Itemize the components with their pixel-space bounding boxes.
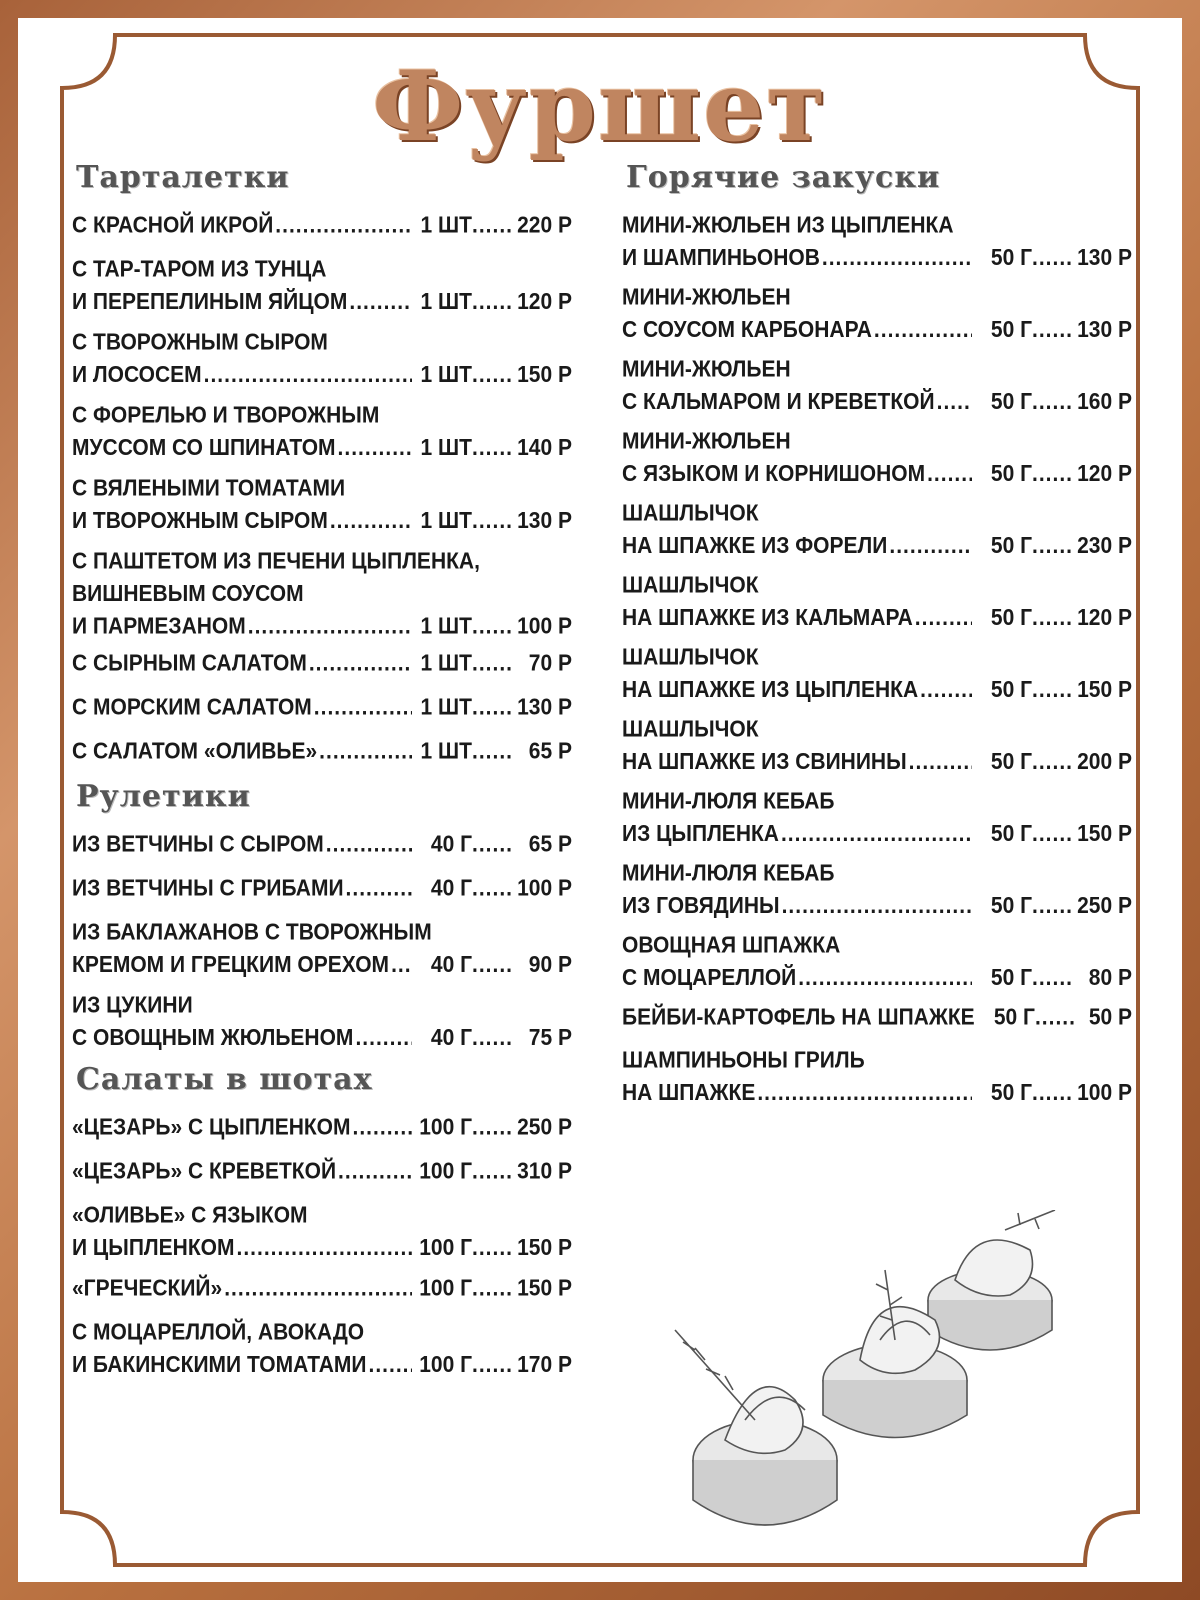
item-price: 150 Р xyxy=(1077,820,1132,847)
dot-leader xyxy=(920,673,972,705)
item-portion: 50 Г xyxy=(990,964,1032,991)
item-name: МИНИ-ЛЮЛЯ КЕБАБ xyxy=(622,860,835,887)
menu-item xyxy=(72,1316,572,1381)
dot-leader xyxy=(314,691,412,723)
item-portion: 1 ШТ xyxy=(420,434,472,461)
item-row xyxy=(72,1021,572,1053)
item-name: С СОУСОМ КАРБОНАРА xyxy=(622,316,872,343)
item-row xyxy=(72,1272,572,1304)
item-name: ВИШНЕВЫМ СОУСОМ xyxy=(72,580,304,607)
dot-leader xyxy=(472,1021,512,1053)
item-portion: 100 Г xyxy=(419,1158,472,1185)
item-name: «ГРЕЧЕСКИЙ» xyxy=(72,1275,223,1302)
dot-leader xyxy=(338,1155,412,1187)
dot-leader xyxy=(472,358,512,390)
item-portion: 40 Г xyxy=(430,951,472,978)
dot-leader xyxy=(757,1076,972,1108)
menu-item xyxy=(72,1272,572,1304)
item-row xyxy=(622,889,1132,921)
item-price: 150 Р xyxy=(517,1275,572,1302)
item-name: С ТАР-ТАРОМ ИЗ ТУНЦА xyxy=(72,256,327,283)
item-name: И ТВОРОЖНЫМ СЫРОМ xyxy=(72,507,328,534)
menu-section xyxy=(72,160,572,764)
dot-leader xyxy=(326,828,412,860)
dot-leader xyxy=(248,610,412,642)
item-price: 70 Р xyxy=(528,650,572,677)
item-name: МИНИ-ЖЮЛЬЕН ИЗ ЦЫПЛЕНКА xyxy=(622,212,954,239)
menu-item xyxy=(622,209,1132,274)
menu-item xyxy=(622,713,1132,778)
section-title: Салаты в шотах xyxy=(76,1062,373,1097)
item-name: С ВЯЛЕНЫМИ ТОМАТАМИ xyxy=(72,475,346,502)
item-price: 250 Р xyxy=(1077,892,1132,919)
dot-leader xyxy=(309,647,412,679)
item-row xyxy=(72,828,572,860)
item-name: И ШАМПИНЬОНОВ xyxy=(622,244,820,271)
menu-item xyxy=(72,916,572,981)
dot-leader xyxy=(224,1272,412,1304)
dot-leader xyxy=(1032,961,1072,993)
item-price: 220 Р xyxy=(517,212,572,239)
item-portion: 50 Г xyxy=(990,676,1032,703)
item-row xyxy=(622,1001,1132,1033)
section-title: Тарталетки xyxy=(76,160,290,195)
item-name: С ФОРЕЛЬЮ И ТВОРОЖНЫМ xyxy=(72,402,380,429)
item-name: МИНИ-ЖЮЛЬЕН xyxy=(622,284,791,311)
item-price: 150 Р xyxy=(517,361,572,388)
menu-item xyxy=(72,399,572,464)
menu-section xyxy=(72,1062,572,1378)
item-price: 120 Р xyxy=(517,288,572,315)
dot-leader xyxy=(1035,1001,1074,1033)
item-price: 250 Р xyxy=(517,1114,572,1141)
item-price: 65 Р xyxy=(528,831,572,858)
item-row xyxy=(72,285,572,317)
item-row xyxy=(72,431,572,463)
item-name: С ОВОЩНЫМ ЖЮЛЬЕНОМ xyxy=(72,1024,354,1051)
menu-item xyxy=(622,785,1132,850)
item-price: 100 Р xyxy=(517,875,572,902)
dot-leader xyxy=(909,745,972,777)
item-price: 120 Р xyxy=(1077,604,1132,631)
item-row xyxy=(72,610,572,642)
item-portion: 50 Г xyxy=(993,1004,1035,1031)
dot-leader xyxy=(349,285,412,317)
item-price: 80 Р xyxy=(1088,964,1132,991)
item-portion: 1 ШТ xyxy=(420,738,472,765)
item-portion: 50 Г xyxy=(990,460,1032,487)
item-name: «ОЛИВЬЕ» С ЯЗЫКОМ xyxy=(72,1202,308,1229)
dot-leader xyxy=(204,358,412,390)
item-name: ИЗ ВЕТЧИНЫ С ГРИБАМИ xyxy=(72,875,344,902)
item-name: КРЕМОМ И ГРЕЦКИМ ОРЕХОМ xyxy=(72,951,390,978)
menu-item xyxy=(72,209,572,241)
item-name: МИНИ-ЖЮЛЬЕН xyxy=(622,428,791,455)
dot-leader xyxy=(927,457,972,489)
item-price: 130 Р xyxy=(1077,244,1132,271)
item-name: ШАШЛЫЧОК xyxy=(622,716,759,743)
dot-leader xyxy=(1032,529,1072,561)
item-row xyxy=(72,1111,572,1143)
dot-leader xyxy=(368,1348,412,1380)
menu-item xyxy=(72,326,572,391)
dot-leader xyxy=(822,241,972,273)
menu-item xyxy=(622,425,1132,490)
menu-item xyxy=(622,281,1132,346)
item-name: «ЦЕЗАРЬ» С КРЕВЕТКОЙ xyxy=(72,1158,337,1185)
menu-item xyxy=(622,929,1132,994)
dot-leader xyxy=(937,385,972,417)
item-name: С МОЦАРЕЛЛОЙ xyxy=(622,964,797,991)
item-name: С ПАШТЕТОМ ИЗ ПЕЧЕНИ ЦЫПЛЕНКА, xyxy=(72,548,480,575)
item-row xyxy=(622,817,1132,849)
item-name: БЕЙБИ-КАРТОФЕЛЬ НА ШПАЖКЕ xyxy=(622,1004,975,1031)
dot-leader xyxy=(798,961,972,993)
item-name: И ПАРМЕЗАНОМ xyxy=(72,613,246,640)
item-name: С САЛАТОМ «ОЛИВЬЕ» xyxy=(72,738,318,765)
item-portion: 50 Г xyxy=(990,316,1032,343)
dot-leader xyxy=(338,431,412,463)
dot-leader xyxy=(472,209,512,241)
dot-leader xyxy=(330,504,412,536)
dot-leader xyxy=(472,948,512,980)
item-name: С ЯЗЫКОМ И КОРНИШОНОМ xyxy=(622,460,926,487)
dot-leader xyxy=(355,1021,412,1053)
dot-leader xyxy=(1032,241,1072,273)
item-name: ШАМПИНЬОНЫ ГРИЛЬ xyxy=(622,1047,865,1074)
item-name: НА ШПАЖКЕ ИЗ ЦЫПЛЕНКА xyxy=(622,676,919,703)
item-row xyxy=(72,691,572,723)
dot-leader xyxy=(1032,889,1072,921)
item-name: ИЗ БАКЛАЖАНОВ С ТВОРОЖНЫМ xyxy=(72,919,432,946)
item-row xyxy=(622,385,1132,417)
dot-leader xyxy=(1032,457,1072,489)
item-portion: 100 Г xyxy=(419,1114,472,1141)
item-row xyxy=(72,735,572,767)
item-price: 150 Р xyxy=(517,1234,572,1261)
item-row xyxy=(72,1231,572,1263)
item-portion: 1 ШТ xyxy=(420,694,472,721)
menu-item xyxy=(72,1199,572,1264)
item-name: С КАЛЬМАРОМ И КРЕВЕТКОЙ xyxy=(622,388,935,415)
dot-leader xyxy=(472,872,512,904)
dot-leader xyxy=(472,1155,512,1187)
dot-leader xyxy=(1032,1076,1072,1108)
item-row xyxy=(622,457,1132,489)
menu-item xyxy=(622,857,1132,922)
menu-item xyxy=(72,253,572,318)
dot-leader xyxy=(472,431,512,463)
menu-section xyxy=(622,160,1133,1106)
item-portion: 100 Г xyxy=(419,1275,472,1302)
dot-leader xyxy=(472,828,512,860)
item-price: 160 Р xyxy=(1077,388,1132,415)
item-name: НА ШПАЖКЕ xyxy=(622,1079,756,1106)
section-title: Горячие закуски xyxy=(626,160,941,195)
canape-illustration xyxy=(645,1210,1075,1580)
item-portion: 40 Г xyxy=(430,831,472,858)
item-name: МИНИ-ЛЮЛЯ КЕБАБ xyxy=(622,788,835,815)
dot-leader xyxy=(472,1231,512,1263)
item-name: С МОРСКИМ САЛАТОМ xyxy=(72,694,312,721)
dot-leader xyxy=(472,285,512,317)
item-name: МИНИ-ЖЮЛЬЕН xyxy=(622,356,791,383)
item-row xyxy=(72,358,572,390)
item-row xyxy=(72,1155,572,1187)
item-name: ИЗ ЦЫПЛЕНКА xyxy=(622,820,779,847)
item-portion: 50 Г xyxy=(990,388,1032,415)
dot-leader xyxy=(472,1348,512,1380)
dot-leader xyxy=(889,529,972,561)
item-row xyxy=(622,601,1132,633)
item-name: ИЗ ЦУКИНИ xyxy=(72,992,193,1019)
menu-item xyxy=(622,641,1132,706)
item-row xyxy=(72,209,572,241)
menu-item xyxy=(72,1155,572,1187)
item-price: 75 Р xyxy=(528,1024,572,1051)
item-row xyxy=(622,745,1132,777)
menu-item xyxy=(72,691,572,723)
menu-section xyxy=(72,779,572,1051)
dot-leader xyxy=(275,209,412,241)
item-row xyxy=(622,241,1132,273)
menu-item xyxy=(72,735,572,767)
dot-leader xyxy=(781,817,972,849)
item-row xyxy=(622,1076,1132,1108)
menu-item xyxy=(72,989,572,1054)
item-row xyxy=(72,1348,572,1380)
item-name: И ЦЫПЛЕНКОМ xyxy=(72,1234,235,1261)
item-portion: 50 Г xyxy=(990,244,1032,271)
menu-item xyxy=(622,1044,1132,1109)
item-row xyxy=(72,948,572,980)
item-portion: 40 Г xyxy=(430,875,472,902)
item-price: 100 Р xyxy=(517,613,572,640)
item-name: И ПЕРЕПЕЛИНЫМ ЯЙЦОМ xyxy=(72,288,348,315)
item-price: 140 Р xyxy=(517,434,572,461)
dot-leader xyxy=(874,313,972,345)
menu-item xyxy=(72,872,572,904)
menu-item xyxy=(72,828,572,860)
item-name: МУССОМ СО ШПИНАТОМ xyxy=(72,434,336,461)
item-row xyxy=(72,647,572,679)
item-price: 90 Р xyxy=(528,951,572,978)
item-portion: 1 ШТ xyxy=(420,288,472,315)
item-name: ШАШЛЫЧОК xyxy=(622,500,759,527)
menu-item xyxy=(622,569,1132,634)
dot-leader xyxy=(391,948,412,980)
dot-leader xyxy=(472,735,512,767)
item-name: «ЦЕЗАРЬ» С ЦЫПЛЕНКОМ xyxy=(72,1114,351,1141)
item-portion: 50 Г xyxy=(990,532,1032,559)
dot-leader xyxy=(1032,313,1072,345)
item-price: 130 Р xyxy=(517,507,572,534)
item-portion: 1 ШТ xyxy=(420,650,472,677)
item-name: С СЫРНЫМ САЛАТОМ xyxy=(72,650,307,677)
item-price: 50 Р xyxy=(1088,1004,1133,1031)
item-name: ИЗ ГОВЯДИНЫ xyxy=(622,892,780,919)
item-portion: 50 Г xyxy=(990,748,1032,775)
item-price: 120 Р xyxy=(1077,460,1132,487)
menu-item xyxy=(622,497,1132,562)
item-name: С МОЦАРЕЛЛОЙ, АВОКАДО xyxy=(72,1319,365,1346)
item-price: 150 Р xyxy=(1077,676,1132,703)
menu-item xyxy=(622,353,1132,418)
item-portion: 1 ШТ xyxy=(420,212,472,239)
item-price: 200 Р xyxy=(1077,748,1132,775)
item-name: С ТВОРОЖНЫМ СЫРОМ xyxy=(72,329,328,356)
menu-item xyxy=(72,647,572,679)
item-portion: 50 Г xyxy=(990,892,1032,919)
dot-leader xyxy=(472,647,512,679)
dot-leader xyxy=(472,691,512,723)
item-row xyxy=(72,504,572,536)
item-portion: 1 ШТ xyxy=(420,361,472,388)
item-row xyxy=(622,529,1132,561)
menu-item xyxy=(622,1001,1132,1033)
item-name: НА ШПАЖКЕ ИЗ ФОРЕЛИ xyxy=(622,532,888,559)
menu-item xyxy=(72,1111,572,1143)
item-price: 65 Р xyxy=(528,738,572,765)
dot-leader xyxy=(319,735,412,767)
item-name: ШАШЛЫЧОК xyxy=(622,644,759,671)
item-price: 310 Р xyxy=(517,1158,572,1185)
dot-leader xyxy=(353,1111,412,1143)
dot-leader xyxy=(472,504,512,536)
item-price: 130 Р xyxy=(517,694,572,721)
dot-leader xyxy=(346,872,412,904)
item-price: 170 Р xyxy=(517,1351,572,1378)
item-price: 230 Р xyxy=(1077,532,1132,559)
item-portion: 1 ШТ xyxy=(420,507,472,534)
item-price: 130 Р xyxy=(1077,316,1132,343)
dot-leader xyxy=(782,889,972,921)
dot-leader xyxy=(1032,817,1072,849)
dot-leader xyxy=(915,601,972,633)
menu-title: Фуршет xyxy=(372,50,828,163)
item-name: ШАШЛЫЧОК xyxy=(622,572,759,599)
item-row xyxy=(622,673,1132,705)
item-portion: 50 Г xyxy=(990,1079,1032,1106)
item-row xyxy=(72,872,572,904)
section-title: Рулетики xyxy=(76,779,251,814)
item-portion: 50 Г xyxy=(990,604,1032,631)
dot-leader xyxy=(472,1272,512,1304)
item-name: НА ШПАЖКЕ ИЗ КАЛЬМАРА xyxy=(622,604,913,631)
item-price: 100 Р xyxy=(1077,1079,1132,1106)
item-name: НА ШПАЖКЕ ИЗ СВИНИНЫ xyxy=(622,748,907,775)
menu-item xyxy=(72,472,572,537)
dot-leader xyxy=(236,1231,412,1263)
item-name: ИЗ ВЕТЧИНЫ С СЫРОМ xyxy=(72,831,324,858)
dot-leader xyxy=(472,610,512,642)
item-portion: 100 Г xyxy=(419,1234,472,1261)
item-name: И ЛОСОСЕМ xyxy=(72,361,202,388)
item-name: ОВОЩНАЯ ШПАЖКА xyxy=(622,932,841,959)
item-portion: 100 Г xyxy=(419,1351,472,1378)
right-column xyxy=(622,160,1132,1116)
menu-item xyxy=(72,545,572,642)
item-name: И БАКИНСКИМИ ТОМАТАМИ xyxy=(72,1351,367,1378)
item-portion: 50 Г xyxy=(990,820,1032,847)
item-row xyxy=(622,961,1132,993)
dot-leader xyxy=(1032,385,1072,417)
left-column xyxy=(72,160,572,1389)
dot-leader xyxy=(1032,745,1072,777)
dot-leader xyxy=(1032,601,1072,633)
item-row xyxy=(622,313,1132,345)
item-portion: 1 ШТ xyxy=(420,613,472,640)
item-name: С КРАСНОЙ ИКРОЙ xyxy=(72,212,274,239)
item-portion: 40 Г xyxy=(430,1024,472,1051)
dot-leader xyxy=(472,1111,512,1143)
dot-leader xyxy=(1032,673,1072,705)
